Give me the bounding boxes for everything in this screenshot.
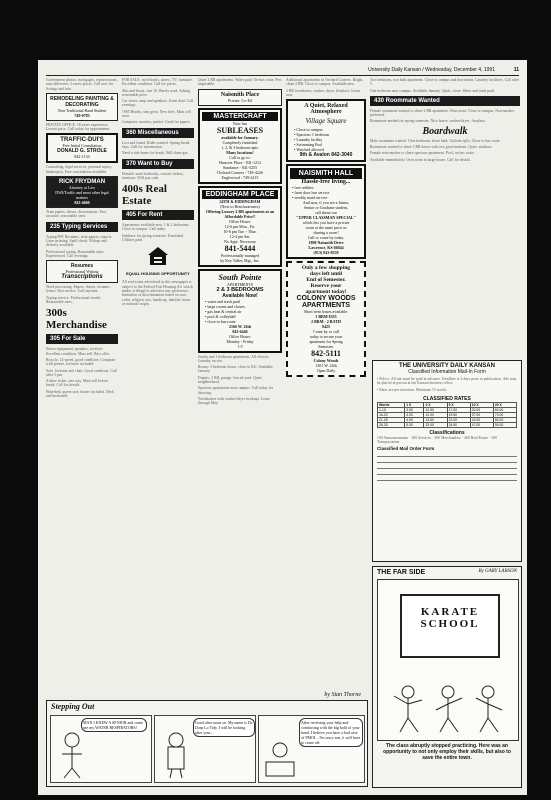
farside-title: THE FAR SIDE: [377, 569, 426, 576]
classified-mail-in-form: THE UNIVERSITY DAILY KANSAN Classified Information Mail-In Form • Policy: All ads must be paid in advance. Deadline is 2 days prior to publication. Ads may be placed in person at the Kansan business office. • Rates are per insertion. Minimum 15 words. CLASSIFIED RATES Words 1 X 3 X 5 X 10 X 20 X 1-15 3.50 10.50 17.00 32.00 60.00 16-20 4.00 12.00 19.50 37.00 70.00 21-25 4.50 13.50 22.00 42.00 80.00 26-30 5.00 15.00 24.50 47.00 90.00 Classifications 100 Announcements · 200 Services · 300 Merchandise · 400 Real Estate · 500 Transportation Classified Mail Order Form: [372, 360, 522, 562]
rates-cell: 16-20: [378, 412, 405, 417]
southpointe-hours: Office Hours:: [228, 333, 252, 339]
ad-frydman-sub: Attorney at Law: [68, 185, 96, 191]
colony-p2: 2 BRM - 2 BATH: [311, 319, 341, 325]
southpointe-f3: • gas heat & central air: [205, 308, 242, 314]
farside-byline: By GARY LARSON: [478, 569, 517, 574]
mastercraft-line4: Completely furnished: [222, 139, 258, 145]
naismith-hall-l1: • free utilities: [292, 185, 314, 191]
section-for-rent: 405 For Rent: [122, 210, 194, 220]
eddingham-name: EDDINGHAM PLACE: [202, 190, 278, 199]
quiet-f2: • Spacious 1 bedroom: [294, 132, 330, 138]
section-roommate: 430 Roommate Wanted: [370, 96, 520, 106]
rates-cell: 26-30: [378, 422, 405, 427]
form-line-name[interactable]: [377, 452, 517, 457]
equal-housing-logo: [122, 246, 194, 276]
rates-header-cell: 5 X: [447, 402, 470, 407]
eddingham-hours-label: Office Hours:: [228, 218, 252, 224]
rates-cell: 21-25: [378, 417, 405, 422]
cartoon-panel-3: [258, 715, 365, 783]
cartoon-panel-1: [50, 715, 152, 783]
cartoon-byline: by Stan Thorne: [324, 692, 361, 698]
eddingham-hours2: 10-6 pm Tue. - Thur.: [223, 228, 257, 234]
classified-text: Government photos, mortgages, repossessions, auto deliveries. Lowest prices. Call now for listings and info.: [46, 78, 118, 91]
rates-cell: 32.00: [470, 407, 493, 412]
cartoon-stepping-out: [46, 692, 368, 787]
rates-cell: 42.00: [470, 417, 493, 422]
bubble-1: MAN I KNEW A SENIOR and come see my WATER RESPIRATORS!: [81, 718, 147, 732]
column-1: Government photos, mortgages, repossessions, auto deliveries. Lowest prices. Call now for listings and info. REMODELING PAINTING & DECORATING Non-Traditional Band Student 749-0783 PRIVATE OFFICE. 18 years experience. Lowest price. Call today for appointment. TRAFFIC-DUI'S Free Initial Consultation DONALD G. STROLE 842-1133 Counseling, legal services, personal injury, bankruptcy. Free consultation available. RICK FRYDMAN Attorney at Law DWI/Traffic and most other legal matters 843-4660 Term papers, theses, dissertations. Fast, accurate, reasonable rates. 235 Typing Services Typing/WP. Resumes, term papers, reports. Laser printing. Spell check. Pickup and delivery available. Professional typing. Reasonable rates. Experienced. Call evenings. Resumes Professional Writing Transcriptions Word processing. Papers, theses, resumes, letters. Fast service. Call anytime. Typing service. Professional results. Reasonable rates. 300s Merchandise 305 For Sale Stereo equipment, speakers, receiver. Excellent condition. Must sell. Best offer. Bicycle, 12-speed, good condition. Computer with printer, software included. Sofa, loveseat and chair. Good condition. Call after 5 pm. Airline ticket, one way. Must sell before break. Call for details. Waterbed, queen size, heater included. Desk and bookshelf.: [46, 78, 118, 399]
ad-eddingham: [198, 186, 282, 267]
eddingham-offer: Offering Luxury 2 BR apartments at an Affordable Price!!: [205, 208, 275, 219]
southpointe-name: South Pointe: [218, 272, 262, 282]
ad-traffic: [46, 133, 118, 163]
farside-caption: The class abruptly stopped practicing. Here was an opportunity to not only employ their skills, but also to save the entire town.: [383, 743, 511, 761]
southpointe-f2: • large rooms and closets: [205, 303, 245, 309]
ad-traffic-phone: 842-1133: [74, 154, 90, 160]
newspaper-page: [38, 60, 527, 795]
quiet-addr: 9th & Avalon 842-3040: [299, 152, 353, 159]
colony-p3: $425: [322, 324, 330, 330]
rates-cell: 90.00: [493, 422, 516, 427]
fighters-icon: [378, 670, 518, 740]
ad-colony-woods: [286, 261, 366, 377]
equal-housing-text: EQUAL HOUSING OPPORTUNITY: [126, 271, 190, 277]
rates-cell: 1-15: [378, 407, 405, 412]
naismith-hall-city: Lawrence, KS 66044: [308, 245, 344, 251]
cartoon-far-side: [372, 566, 522, 788]
patient-icon: [262, 740, 298, 780]
colony-name2: Colony Woods: [313, 358, 339, 364]
page-header-title: University Daily Kansan / Wednesday, December 4, 1991: [368, 67, 495, 73]
rates-cell: 10.50: [424, 407, 447, 412]
village-square-logo: Village Square: [305, 117, 347, 126]
naismith-hall-phone: (913) 843-8559: [313, 250, 339, 256]
farside-building: [400, 594, 500, 658]
column-5: Two bedroom, two bath apartment. Close to campus and downtown. Laundry facilities. Call after 5. One bedroom near campus. Available January. Quiet, clean. Water and trash paid. 430 Roommate Wanted Female roommate wanted to share 2 BR apartment. Own room. Close to campus. Non-smoker preferred. Roommate needed for spring semester. Nice house, washer/dryer, fireplace. Boardwalk Male roommate wanted. Own bedroom, share bath. Utilities split. Close to bus route. Roommate wanted to share 3 BR house with two grad students. Quiet, studious. Female non-smoker to share spacious apartment. Pool, on bus route. Available immediately. Own room in large house. Call for details.: [370, 78, 520, 162]
rates-cell: 3.50: [405, 407, 424, 412]
eddingham-near: (Next to Benchwarmers): [220, 203, 260, 209]
house-icon: [147, 246, 169, 266]
naismith-hall-addr: 1800 Naismith Drive: [308, 240, 344, 246]
colony-l5: apartment today!: [305, 289, 347, 296]
page-header: [46, 66, 519, 76]
ad-mastercraft: [198, 108, 282, 184]
eddingham-addr: 24TH & EDDINGHAM: [219, 198, 261, 204]
ad-remodeling-name: REMODELING PAINTING & DECORATING: [50, 95, 114, 108]
ad-naismith-place: [198, 89, 282, 106]
ad-traffic-name: TRAFFIC-DUI'S: [60, 137, 104, 144]
mastercraft-loc2: Sundance - 841-5255: [222, 164, 258, 170]
colony-l3: End of Semester.: [306, 277, 346, 284]
ad-naismith-hall: [286, 164, 366, 259]
ad-south-pointe: [198, 269, 282, 353]
ad-writing: Professional Writing: [65, 269, 99, 275]
colony-l8: apartment for Spring: [309, 339, 343, 345]
column-3: Quiet 2 BR apartments. Water paid. On bus route. Pets negotiable. Naismith Place Private. Co-Ed MASTERCRAFT Now has SUBLEASES available for January. Completely furnished 1, 2, & 3 bedroom apts. Many locations! Call or go to: Hanover Place - 841-1212 Sundance - 841-5255 Orchard Corners - 749-4226 Englewood - 749-2415 EDDINGHAM PLACE 24TH & EDDINGHAM (Next to Benchwarmers) Offering Luxury 2 BR apartments at an Affordable Price!! Office Hours: 12-6 pm Mon., Fri. 10-6 pm Tue. - Thur. 12-4 pm Sat. No Appt. Necessary 841-5444 Professionally managed by Key Valley Mgt., Inc. South Pointe APARTMENTS 2 & 3 BEDROOMS Available Now! • water and trash paid • large rooms and closets • gas heat & central air • pool & volleyball • close to bus route 2166 W. 26th 843-6446 Office Hours: Monday - Friday 1-5 Studio and 1 bedroom apartments. All electric. Laundry on site. Roomy 3 bedroom house, close to KU. Available January. Duplex, 2 BR, garage, fenced yard. Quiet neighborhood. Spacious apartments near campus. Call today for showing. Townhomes with washer/dryer hookups. Lease through May.: [198, 78, 282, 406]
ad-remodeling-sub: Non-Traditional Band Student: [57, 107, 107, 113]
colony-l7: today to secure your: [309, 334, 343, 340]
farside-panel: [377, 579, 519, 741]
rates-header-cell: 10 X: [470, 402, 493, 407]
rates-cell: 15.00: [424, 422, 447, 427]
farside-sign: KARATE SCHOOL: [420, 606, 480, 630]
mastercraft-line7: Call or go to:: [229, 154, 251, 160]
ad-traffic-sub: Free Initial Consultation: [62, 143, 102, 149]
colony-l6: Come by or call: [313, 329, 339, 335]
southpointe-avail: Available Now!: [222, 292, 258, 299]
eddingham-hours1: 12-6 pm Mon., Fri.: [224, 223, 256, 229]
rates-cell: 4.50: [405, 417, 424, 422]
rates-cell: 19.50: [447, 412, 470, 417]
cartoon-panel-2: [154, 715, 256, 783]
ad-frydman-name: RICK FRYDMAN: [58, 179, 106, 186]
colony-p1: 1 BRM $355: [315, 314, 337, 320]
rates-header-cell: 1 X: [405, 402, 424, 407]
naismith-place-tag: Private. Co-Ed: [228, 97, 252, 103]
mastercraft-loc1: Hanover Place - 841-1212: [218, 159, 262, 165]
rates-cell: 22.00: [447, 417, 470, 422]
quiet-f4: • Swimming Pool: [294, 142, 323, 148]
form-line-address[interactable]: [377, 458, 517, 463]
mail-order-title: Classified Mail Order Form: [377, 446, 435, 452]
colony-l9: Semester.: [318, 344, 334, 350]
bubble-2: Good after noon sir. My name is Dr. Dorp Lo Tidy. I will be looking after your...: [193, 718, 255, 737]
mastercraft-line3: available for January.: [221, 134, 259, 140]
naismith-hall-l10: sharing a room!: [313, 230, 339, 236]
mastercraft-name: MASTERCRAFT: [202, 112, 278, 121]
southpointe-hours3: 1-5: [237, 343, 243, 349]
quiet-f3: • Laundry facility: [294, 137, 323, 143]
character-icon: [57, 730, 87, 780]
naismith-hall-l8: which lets you have a private: [302, 220, 350, 226]
eddingham-hours3: 12-4 pm Sat.: [229, 233, 251, 239]
mastercraft-loc4: Englewood - 749-2415: [221, 174, 259, 180]
form-line-ad-text-2[interactable]: [377, 476, 517, 481]
mastercraft-line1: Now has: [232, 120, 248, 126]
naismith-hall-name: NAISMITH HALL: [290, 168, 362, 179]
rates-cell: 47.00: [470, 422, 493, 427]
mastercraft-loc3: Orchard Corners - 749-4226: [217, 169, 263, 175]
southpointe-f4: • pool & volleyball: [205, 313, 236, 319]
rates-title: CLASSIFIED RATES: [423, 395, 471, 402]
page-number: 11: [513, 67, 519, 73]
naismith-hall-l7: "UPPER CLASSMAN SPECIAL": [296, 215, 356, 221]
naismith-hall-l11: Call or come by today.: [307, 235, 345, 241]
mastercraft-line2: SUBLEASES: [216, 125, 264, 135]
doctor-icon: [159, 730, 193, 780]
rates-cell: 17.00: [447, 407, 470, 412]
ad-traffic-lawyer: DONALD G. STROLE: [57, 148, 107, 155]
ad-remodeling: [46, 93, 118, 121]
ad-frydman: [46, 176, 118, 208]
rates-cell: 80.00: [493, 417, 516, 422]
southpointe-headline: 2 & 3 BEDROOMS: [216, 286, 264, 293]
rates-row: [378, 422, 517, 427]
eddingham-mgmt2: by Key Valley Mgt., Inc.: [220, 257, 260, 263]
column-4: Additional apartments in Orchard Corners. Bright, clean 2 BR. Close to campus. Available now. 2 BR townhouse, washer, dryer, fireplace. Lease now. A Quiet, Relaxed Atmosphere Village Square • Close to campus • Spacious 1 bedroom • Laundry facility • Swimming Pool • Watched allowed 9th & Avalon 842-3040 NAISMITH HALL Hassle-free living... • free utilities • front door bus service • weekly maid service And now, if you are a Junior, Senior or Graduate student, call about our "UPPER CLASSMAN SPECIAL" which lets you have a private room at the same price as sharing a room! Call or come by today. 1800 Naismith Drive Lawrence, KS 66044 (913) 843-8559 Only a few shopping days left until End of Semester. Reserve your apartment today! COLONY WOODS APARTMENTS Short term leases available. 1 BRM $355 2 BRM - 2 BATH $425 Come by or call today to secure your apartment for Spring Semester. 842-5111 Colony Woods 1301 W. 24th Open Daily: [286, 78, 366, 718]
ad-resumes: Resumes: [70, 263, 94, 270]
section-for-sale: 305 For Sale: [46, 334, 118, 344]
southpointe-hours2: Monday - Friday: [226, 338, 254, 344]
ad-frydman-extra: DWI/Traffic and most other legal matters: [55, 190, 109, 201]
section-typing: 235 Typing Services: [46, 222, 118, 232]
section-want-to-buy: 370 Want to Buy: [122, 159, 194, 169]
section-misc: 360 Miscellaneous: [122, 128, 194, 138]
rates-table: [377, 402, 517, 428]
colony-l2: days left until: [309, 271, 343, 278]
form-line-ad-text[interactable]: [377, 470, 517, 475]
naismith-hall-headline: Hassle-free living...: [301, 179, 351, 186]
eddingham-mgmt: Professionally managed: [220, 252, 260, 258]
form-line-phone[interactable]: [377, 464, 517, 469]
colony-phone: 842-5111: [311, 349, 341, 359]
colony-l4: Reserve your: [310, 283, 342, 290]
rates-cell: 4.00: [405, 412, 424, 417]
eddingham-appt: No Appt. Necessary: [223, 238, 257, 244]
section-real-estate: 400s Real Estate: [122, 183, 167, 208]
rates-cell: 70.00: [493, 412, 516, 417]
rates-header-cell: Words: [378, 402, 405, 407]
bubble-3: After receiving your help and comforting with the big hold of your hand, I believe you have a bad case of PMOI... I'm sorry son, it will have to come off.: [299, 718, 363, 747]
quiet-headline: A Quiet, Relaxed Atmosphere: [304, 103, 348, 116]
colony-name: COLONY WOODS APARTMENTS: [296, 295, 356, 310]
ad-remodeling-phone: 749-0783: [74, 112, 90, 118]
boardwalk-logo: Boardwalk: [422, 125, 468, 137]
section-merchandise: 300s Merchandise: [46, 307, 107, 332]
naismith-hall-l2: • front door bus service: [292, 190, 330, 196]
southpointe-phone: 843-6446: [232, 328, 248, 334]
mastercraft-line6: Many locations!: [226, 149, 254, 155]
naismith-place-name: Naismith Place: [220, 91, 260, 98]
rates-cell: 5.00: [405, 422, 424, 427]
eddingham-phone: 841-5444: [224, 243, 256, 253]
mastercraft-line5: 1, 2, & 3 bedroom apts.: [221, 144, 259, 150]
rates-cell: 60.00: [493, 407, 516, 412]
form-subtitle: Classified Information Mail-In Form: [408, 369, 486, 375]
rates-cell: 24.50: [447, 422, 470, 427]
ad-village-square: [286, 99, 366, 162]
classifications-title: Classifications: [429, 429, 465, 436]
rates-cell: 13.50: [424, 417, 447, 422]
column-2: FOR SALE: used books, stereo, TV, furniture. Excellent condition. Call for prices. Skis and boots, size 10. Barely used. Asking reasonable price. Car stereo, amp and speakers. Great deal. Call evenings. 1985 Honda, runs great. New tires. Must sell soon. Computer, monitor, printer. Good for papers. 360 Miscellaneous Lost and found. Rides wanted. Spring break trips. Call for information. Need a ride home for break. Will share gas. 370 Want to Buy Wanted: used textbooks, concert tickets, furniture. Will pay cash. 400s Real Estate 405 For Rent Apartments available now. 1 & 2 bedrooms. Close to campus. Call today. Sublease for spring semester. Furnished. Utilities paid. EQUAL HOUSING OPPORTUNITY All real estate advertised in this newspaper is subject to the Federal Fair Housing Act which makes it illegal to advertise any preference, limitation or discrimination based on race, color, religion, sex, handicap, familial status or national origin.: [122, 78, 194, 306]
southpointe-addr: 2166 W. 26th: [228, 323, 252, 329]
form-title: THE UNIVERSITY DAILY KANSAN: [399, 363, 495, 369]
rates-cell: 12.00: [424, 412, 447, 417]
rates-header-cell: 3 X: [424, 402, 447, 407]
rates-cell: 37.00: [470, 412, 493, 417]
naismith-hall-l9: room at the same price as: [305, 225, 347, 231]
naismith-hall-l4: And now, if you are a Junior,: [302, 200, 350, 206]
colony-terms: Short term leases available.: [304, 309, 348, 315]
colony-addr: 1301 W. 24th: [315, 363, 337, 369]
ad-transcriptions-name: Transcriptions: [61, 274, 103, 281]
cartoon-title: Stepping Out: [51, 702, 95, 711]
naismith-hall-l6: call about our: [315, 210, 337, 216]
colony-l1: Only a few shopping: [301, 265, 351, 272]
southpointe-f5: • close to bus route: [205, 318, 236, 324]
quiet-f5: • Watched allowed: [294, 147, 324, 153]
colony-open: Open Daily: [316, 368, 336, 374]
southpointe-f1: • water and trash paid: [205, 298, 240, 304]
quiet-f1: • Close to campus: [294, 127, 323, 133]
southpointe-sub: APARTMENTS: [226, 281, 254, 287]
rates-header-cell: 20 X: [493, 402, 516, 407]
naismith-hall-l5: Senior or Graduate student,: [304, 205, 348, 211]
naismith-hall-l3: • weekly maid service: [292, 195, 328, 201]
ad-frydman-phone: 843-4660: [74, 200, 90, 206]
ad-transcriptions: [46, 260, 118, 283]
